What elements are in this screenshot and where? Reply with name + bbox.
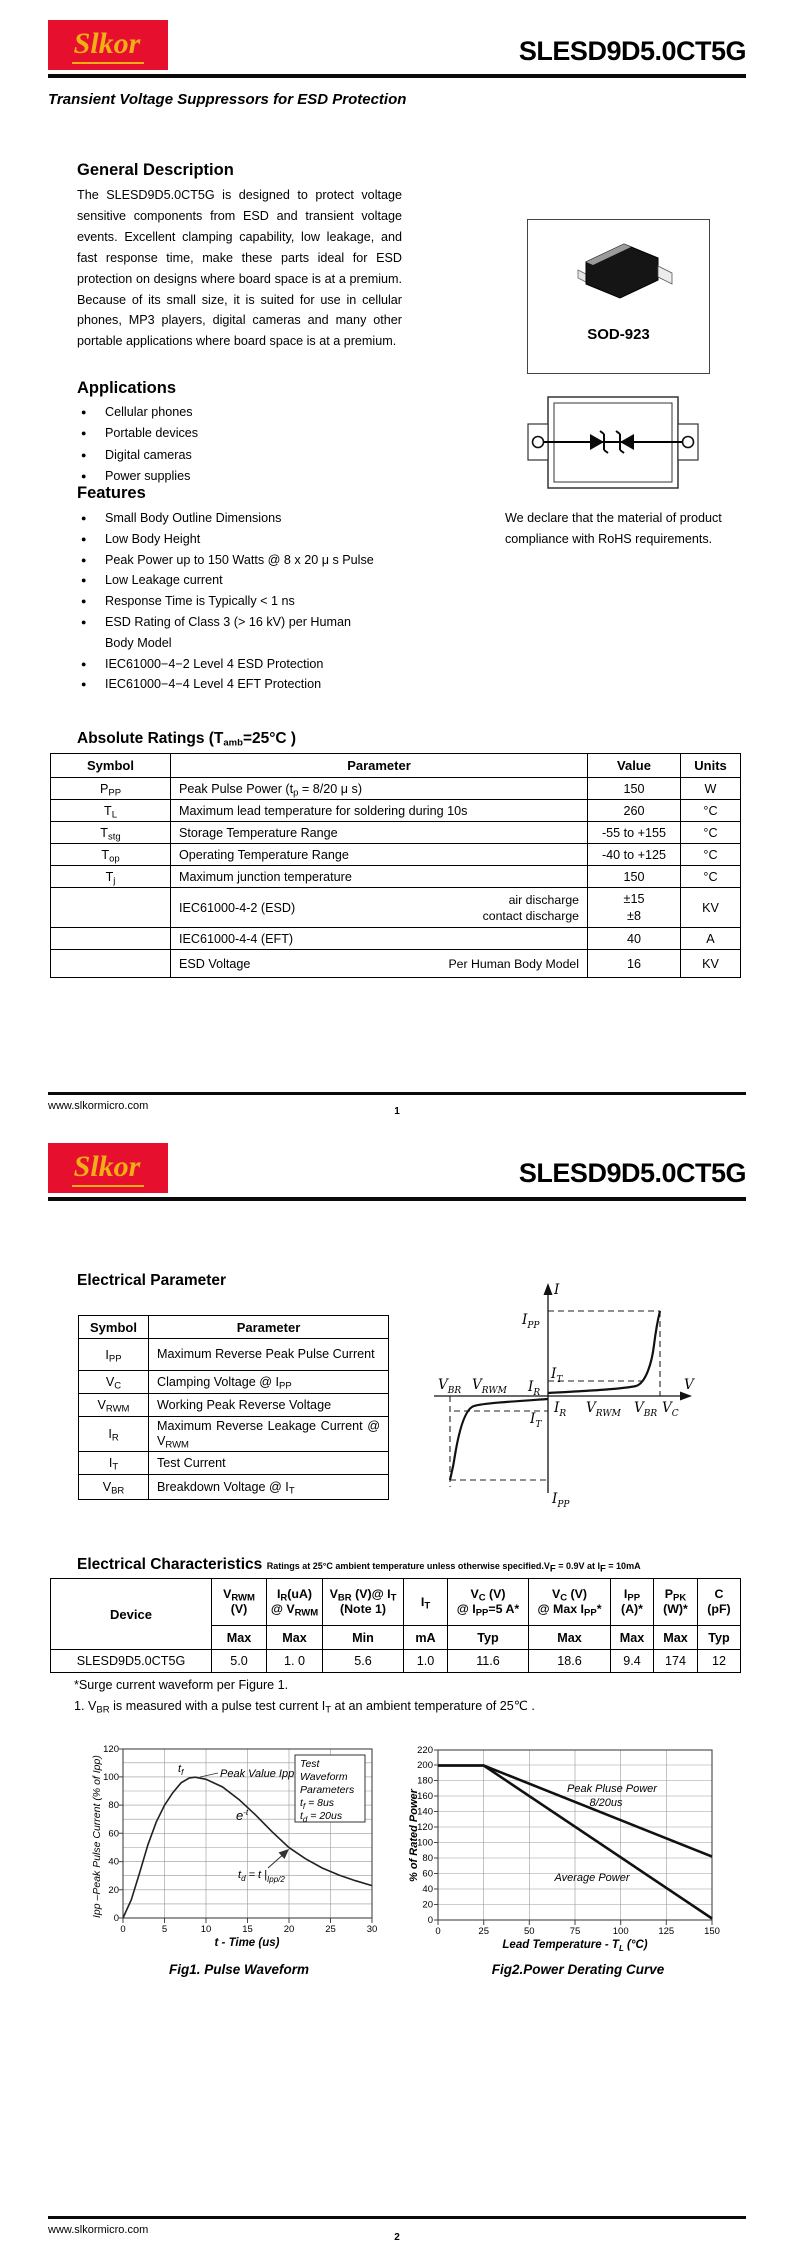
svg-text:75: 75 [569,1926,581,1937]
svg-text:25: 25 [325,1924,336,1935]
table-row: IEC61000-4-2 (ESD) air discharge contact discharge ±15 ±8 KV [51,888,741,928]
sod-923-package-image [558,232,678,317]
list-item: ● Cellular phones [79,402,405,423]
table-row: $T_{op}$ Operating Temperature Range -40 to +125 °C [51,844,741,866]
fig1-x-tick-labels [120,1924,377,1935]
table-row: $I_{PP}$ Maximum Reverse Peak Pulse Current [79,1339,389,1371]
svg-text:VBR: $V_{BR}$ [634,1400,658,1419]
website-link[interactable]: www.slkormicro.com [48,2224,149,2236]
package-label: SOD-923 [587,326,650,343]
fig1-pulse-waveform-chart [88,1740,390,1962]
brand-logo [48,20,168,70]
svg-text:5: 5 [161,1924,168,1935]
tvs-circuit-diagram [524,393,702,492]
table-header-row [51,754,741,778]
page-number: 2 [394,2232,400,2243]
applications-heading: Applications [77,379,177,397]
fig2-series-label-peak: Peak Pluse Power [567,1783,657,1795]
svg-text:100: 100 [417,1837,433,1849]
doc-subtitle: Transient Voltage Suppressors for ESD Protection [48,91,407,108]
col-header: C (pF) [698,1579,741,1626]
svg-text:I: I [554,1282,560,1298]
list-item: ● Low Body Height [79,529,377,550]
col-header: Device [51,1579,212,1650]
absolute-ratings-heading: Absolute Ratings ($T_{amb}=25^\circ C$ ) [77,730,297,749]
fig1-x-axis-title: t - Time (us) [214,1937,280,1949]
table-row: $V_C$ Clamping Voltage @ $I_{PP}$ [79,1371,389,1394]
table-row: SLESD9D5.0CT5G 5.0 1. 0 5.6 1.0 11.6 18.6 9.4 174 12 [51,1650,741,1673]
svg-text:15: 15 [242,1924,253,1935]
table-header-row [51,1579,741,1626]
svg-text:100: 100 [612,1926,629,1937]
fig2-gridlines [438,1750,712,1920]
svg-text:80: 80 [422,1853,433,1864]
rohs-line: compliance with RoHS requirements. [505,531,713,546]
list-item: ● Power supplies [79,466,405,487]
fig1-legend [295,1755,365,1824]
brand-logo-text: Slkor [72,1150,145,1187]
table-row: $V_{RWM}$ Working Peak Reverse Voltage [79,1394,389,1417]
svg-text:V: V [684,1377,694,1393]
footnote-surge: *Surge current waveform per Figure 1. [74,1678,289,1692]
svg-text:40: 40 [108,1856,119,1868]
fig1-caption: Fig1. Pulse Waveform [168,1962,310,1977]
page-number: 1 [394,1106,400,1117]
svg-text:20: 20 [283,1924,295,1935]
svg-text:IR: $I_R$ [528,1379,541,1398]
col-header: $I_{PP}$ (A)* [611,1579,654,1626]
svg-text:IT: $I_T$ [551,1366,563,1385]
footer-rule [48,1092,746,1095]
svg-text:VRWM: $V_{RWM}$ [586,1400,621,1419]
list-item: ● ESD Rating of Class 3 (> 16 kV) per Human Body Model [79,612,377,654]
table-row: $I_T$ Test Current [79,1452,389,1475]
fig2-series-label-peak2: 8/20us [589,1797,623,1809]
fig2-x-axis-title: Lead Temperature - $T_L$ (°C) [502,1939,648,1952]
svg-text:VC: $V_C$ [662,1400,679,1419]
table-row: $P_{PP}$ Peak Pulse Power ($t_p = 8/20$ μ s) 150 W [51,778,741,800]
svg-text:125: 125 [658,1926,675,1937]
part-number-title: SLESD9D5.0CT5G [518,36,746,66]
svg-text:IPP: $I_{PP}$ [552,1491,570,1510]
footer-rule [48,2216,746,2219]
part-number-title: SLESD9D5.0CT5G [518,1158,746,1188]
fig2-series-label-average: Average Power [554,1872,630,1884]
col-header: Symbol [51,754,171,778]
electrical-parameter-table [78,1315,389,1500]
table-row: $I_R$ Maximum Reverse Leakage Current @ $V_{RWM}$ [79,1417,389,1452]
svg-text:0: 0 [120,1924,126,1935]
svg-text:td = 20us: $t_d = 20us$ [300,1810,343,1824]
table-subheader-row: Max Max Min mA Typ Max Max Max Typ [51,1626,741,1650]
fig1-annotation-exp: $e^{-t}$ [236,1808,249,1823]
svg-text:100: 100 [103,1771,119,1783]
table-row: $T_j$ Maximum junction temperature 150 °C [51,866,741,888]
table-row: $T_{stg}$ Storage Temperature Range -55 to +155 °C [51,822,741,844]
svg-text:VBR: $V_{BR}$ [438,1377,462,1396]
svg-text:IPP: $I_{PP}$ [522,1312,540,1331]
col-header: $I_R(uA)$ @ $V_{RWM}$ [267,1579,323,1626]
header-rule [48,1197,746,1201]
footnote-vbr: 1. $V_{BR}$ is measured with a pulse test current $I_T$ at an ambient temperature of 25℃ . [74,1699,535,1716]
svg-text:50: 50 [524,1926,535,1937]
col-header: $V_C$ (V) @ Max $I_{PP}*$ [529,1579,611,1626]
svg-text:Test: Test [300,1758,320,1770]
brand-logo-text: Slkor [72,27,145,64]
col-header: $V_{RWM}$ (V) [212,1579,267,1626]
col-header: Parameter [149,1316,389,1339]
svg-text:60: 60 [108,1828,119,1840]
fig2-caption: Fig2.Power Derating Curve [491,1962,665,1977]
applications-list [79,402,405,487]
vi-guide-lines [450,1311,660,1487]
vi-characteristic-diagram [424,1277,704,1522]
general-description-heading: General Description [77,161,234,179]
electrical-characteristics-heading: Electrical Characteristics Ratings at 25°C ambient temperature unless otherwise $specified.V_F = 0.9V$ at $I_F = 10mA$ [77,1556,641,1575]
col-header: Parameter [171,754,588,778]
list-item: ● Digital cameras [79,445,405,466]
svg-text:140: 140 [417,1806,433,1818]
fig1-annotation-peak: Peak Value Ipp [220,1768,295,1780]
table-row: $V_{BR}$ Breakdown Voltage @ $I_T$ [79,1475,389,1500]
fig1-y-tick-labels [103,1744,119,1924]
svg-text:150: 150 [704,1926,720,1937]
features-list [79,508,377,695]
svg-text:20: 20 [108,1884,119,1896]
svg-text:180: 180 [417,1775,433,1787]
table-header-row [79,1316,389,1339]
table-row: $T_L$ Maximum lead temperature for soldering during 10s 260 °C [51,800,741,822]
list-item: ● IEC61000−4−4 Level 4 EFT Protection [79,674,377,695]
fig1-y-axis-title: Ipp –Peak Pulse Current (% of Ipp) [91,1755,103,1918]
col-header: Value [588,754,681,778]
svg-text:60: 60 [422,1868,433,1880]
svg-text:120: 120 [417,1822,433,1833]
table-row: ESD Voltage Per Human Body Model 16 KV [51,950,741,978]
fig2-y-axis-title: % of Rated Power [408,1789,420,1882]
svg-text:120: 120 [103,1744,119,1755]
svg-text:0: 0 [427,1915,433,1926]
svg-text:Parameters: Parameters [300,1784,355,1796]
brand-logo [48,1143,168,1193]
fig1-annotation-tf: $t_f$ [178,1763,184,1777]
list-item: ● IEC61000−4−2 Level 4 ESD Protection [79,654,377,675]
col-header: $V_C$ (V) @ $I_{PP}=5$ A* [448,1579,529,1626]
device-name: SLESD9D5.0CT5G [51,1650,212,1673]
electrical-parameter-heading: Electrical Parameter [77,1272,227,1289]
svg-text:IT: $I_T$ [530,1411,542,1430]
svg-text:40: 40 [422,1884,433,1895]
svg-text:Waveform: Waveform [300,1771,348,1783]
table-row: IEC61000-4-4 (EFT) 40 A [51,928,741,950]
svg-text:tf = 8us: $t_f = 8us$ [300,1797,335,1811]
general-description-body: The SLESD9D5.0CT5G is designed to protect voltage sensitive components from ESD and transient voltage events. Excellent clamping capability, low leakage, and fast response time, make these parts ideal for ESD protection on designs where board space is at a premium. Because of its small size, it is suited for use in cellular phones, MP3 players, digital cameras and many other portable applications where board space is at a premium. [77,188,402,349]
fig1-annotation-td: $t_d = t$ $|_{Ipp/2}$ [238,1869,285,1884]
svg-text:200: 200 [417,1760,433,1771]
list-item: ● Portable devices [79,423,405,444]
header-rule [48,74,746,78]
features-heading: Features [77,484,146,502]
electrical-characteristics-table [50,1578,741,1673]
col-header: $V_{BR}$ (V)@ $I_T$ (Note 1) [323,1579,404,1626]
absolute-ratings-table [50,753,741,978]
package-outline-box [527,219,710,374]
website-link[interactable]: www.slkormicro.com [48,1100,149,1112]
col-header: Units [681,754,741,778]
svg-text:IR: $I_R$ [554,1400,567,1419]
list-item: ● Low Leakage current [79,570,377,591]
svg-text:160: 160 [417,1791,433,1802]
rohs-declaration [505,508,755,549]
col-header: $P_{PK}$ (W)* [654,1579,698,1626]
fig2-ticks [434,1750,712,1925]
svg-text:VRWM: $V_{RWM}$ [472,1377,507,1396]
col-header: Symbol [79,1316,149,1339]
svg-text:80: 80 [108,1800,119,1812]
col-header: $I_T$ [404,1579,448,1626]
list-item: ● Small Body Outline Dimensions [79,508,377,529]
fig2-power-derating-chart [406,1740,750,1952]
svg-text:0: 0 [435,1926,441,1937]
svg-text:25: 25 [478,1926,489,1937]
fig2-x-tick-labels [435,1926,720,1937]
svg-text:30: 30 [366,1924,378,1935]
list-item: ● Peak Power up to 150 Watts @ 8 x 20 μ s Pulse [79,550,377,571]
svg-text:10: 10 [200,1924,212,1935]
svg-text:20: 20 [422,1899,433,1911]
rohs-line: We declare that the material of product [505,511,722,525]
svg-text:0: 0 [113,1913,119,1924]
list-item: ● Response Time is Typically < 1 ns [79,591,377,612]
svg-text:220: 220 [417,1745,433,1756]
